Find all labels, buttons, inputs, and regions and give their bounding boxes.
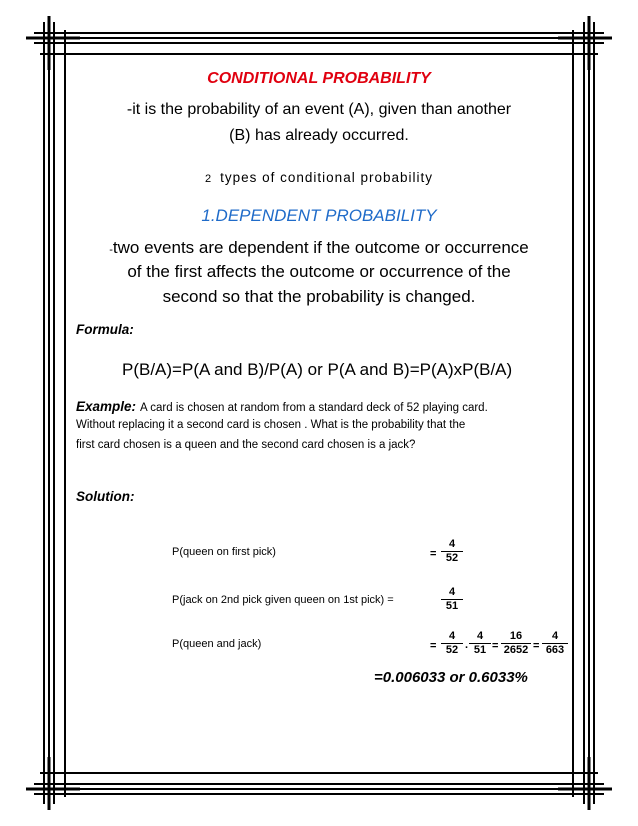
solution-label: Solution:: [76, 489, 135, 504]
types-number: 2: [205, 173, 213, 185]
fraction: 4 663: [542, 630, 568, 657]
dependent-line-3: second so that the probability is changed.: [162, 287, 476, 306]
dependent-line-2: of the first affects the outcome or occurrence of the: [127, 262, 511, 281]
equals-sign: =: [430, 548, 437, 560]
equals-sign: =: [492, 640, 499, 652]
types-text: types of conditional probability: [220, 170, 433, 185]
formula-label: Formula:: [76, 322, 134, 337]
equals-sign: =: [533, 640, 540, 652]
solution-row-3-label: P(queen and jack): [172, 638, 262, 650]
solution-row-1-label: P(queen on first pick): [172, 546, 276, 558]
definition-line-1: -it is the probability of an event (A), given than another: [126, 101, 512, 118]
example-line-2: Without replacing it a second card is chosen . What is the probability that the: [76, 419, 466, 431]
dependent-line-1: [0, 238, 638, 258]
example-line-1: [76, 399, 488, 414]
definition-line-2: (B) has already occurred.: [229, 127, 409, 144]
final-answer: =0.006033 or 0.6033%: [374, 669, 528, 686]
equals-sign: =: [430, 640, 437, 652]
fraction: 4 51: [441, 586, 463, 613]
example-label: Example:: [76, 399, 137, 414]
dependent-text-1: two events are dependent if the outcome or occurrence: [112, 238, 529, 257]
example-line-3: first card chosen is a queen and the second card chosen is a jack?: [76, 439, 416, 451]
fraction: 4 52: [441, 630, 463, 657]
formula: P(B/A)=P(A and B)/P(A) or P(A and B)=P(A)xP(B/A): [122, 360, 513, 379]
page-title: CONDITIONAL PROBABILITY: [207, 70, 431, 87]
example-text-1: A card is chosen at random from a standard deck of 52 playing card.: [140, 402, 488, 414]
fraction: 16 2652: [501, 630, 531, 657]
fraction: 4 52: [441, 538, 463, 565]
types-heading: [0, 170, 638, 185]
dash-marker: -: [109, 244, 113, 256]
section-heading: 1.DEPENDENT PROBABILITY: [201, 206, 437, 225]
multiply-dot: .: [465, 639, 469, 651]
fraction: 4 51: [469, 630, 491, 657]
solution-row-2-label: P(jack on 2nd pick given queen on 1st pick) =: [172, 594, 394, 606]
